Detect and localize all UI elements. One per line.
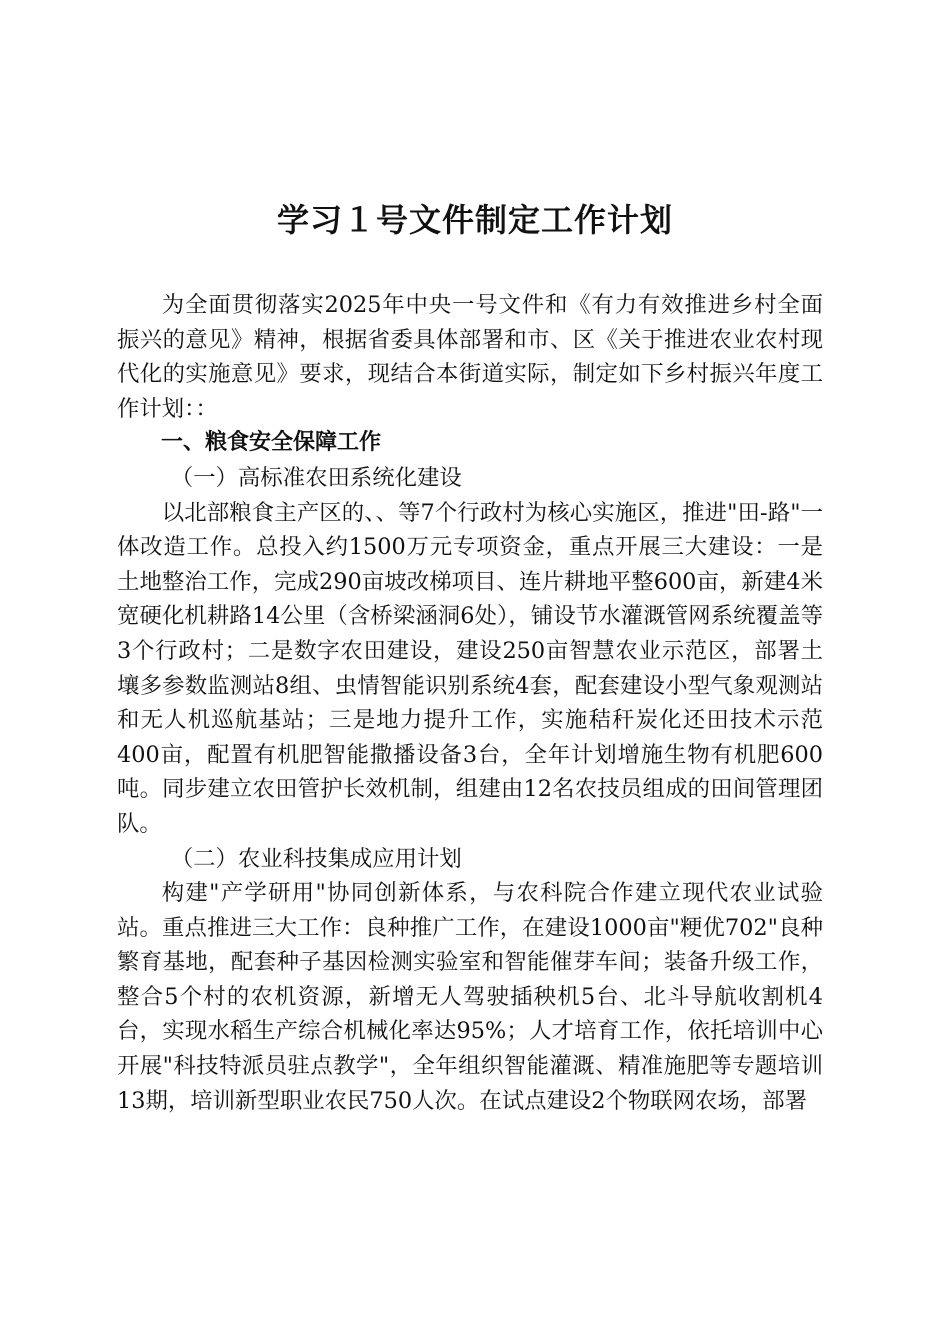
section-heading-food-security: 一、粮食安全保障工作 bbox=[161, 430, 382, 456]
document-title: 学习１号文件制定工作计划 bbox=[276, 201, 673, 239]
subsection-heading-agri-tech: （二）农业科技集成应用计划 bbox=[170, 845, 462, 872]
document-body bbox=[117, 288, 823, 1118]
agri-tech-paragraph: 构建"产学研用"协同创新体系，与农科院合作建立现代农业试验站。重点推进三大工作：良种推广工作，在建设1000亩"粳优702"良种繁育基地，配套种子基因检测实验室和智能催芽车间；装备升级工作，整合5个村的农机资源，新增无人驾驶插秧机5台、北斗导航收割机4台，实现水稻生产综合机械化率达95%；人才培育工作，依托培训中心开展"科技特派员驻点教学"，全年组织智能灌溉、精准施肥等专题培训13期，培训新型职业农民750人次。在试点建设2个物联网农场，部署 bbox=[117, 880, 823, 1114]
farmland-paragraph: 以北部粮食主产区的、、等7个行政村为核心实施区，推进"田-路"一体改造工作。总投入约1500万元专项资金，重点开展三大建设：一是土地整治工作，完成290亩坡改梯项目、连片耕地平整600亩，新建4米宽硬化机耕路14公里（含桥梁涵洞6处），铺设节水灌溉管网系统覆盖等3个行政村；二是数字农田建设，建设250亩智慧农业示范区，部署土壤多参数监测站8组、虫情智能识别系统4套，配套建设小型气象观测站和无人机巡航基站；三是地力提升工作，实施秸秆炭化还田技术示范400亩，配置有机肥智能撒播设备3台，全年计划增施生物有机肥600吨。同步建立农田管护长效机制，组建由12名农技员组成的田间管理团队。 bbox=[117, 499, 823, 837]
subsection-heading-farmland: （一）高标准农田系统化建设 bbox=[170, 464, 462, 491]
intro-paragraph: 为全面贯彻落实2025年中央一号文件和《有力有效推进乡村全面振兴的意见》精神，根据省委具体部署和市、区《关于推进农业农村现代化的实施意见》要求，现结合本街道实际，制定如下乡村振兴年度工作计划：： bbox=[117, 292, 823, 422]
